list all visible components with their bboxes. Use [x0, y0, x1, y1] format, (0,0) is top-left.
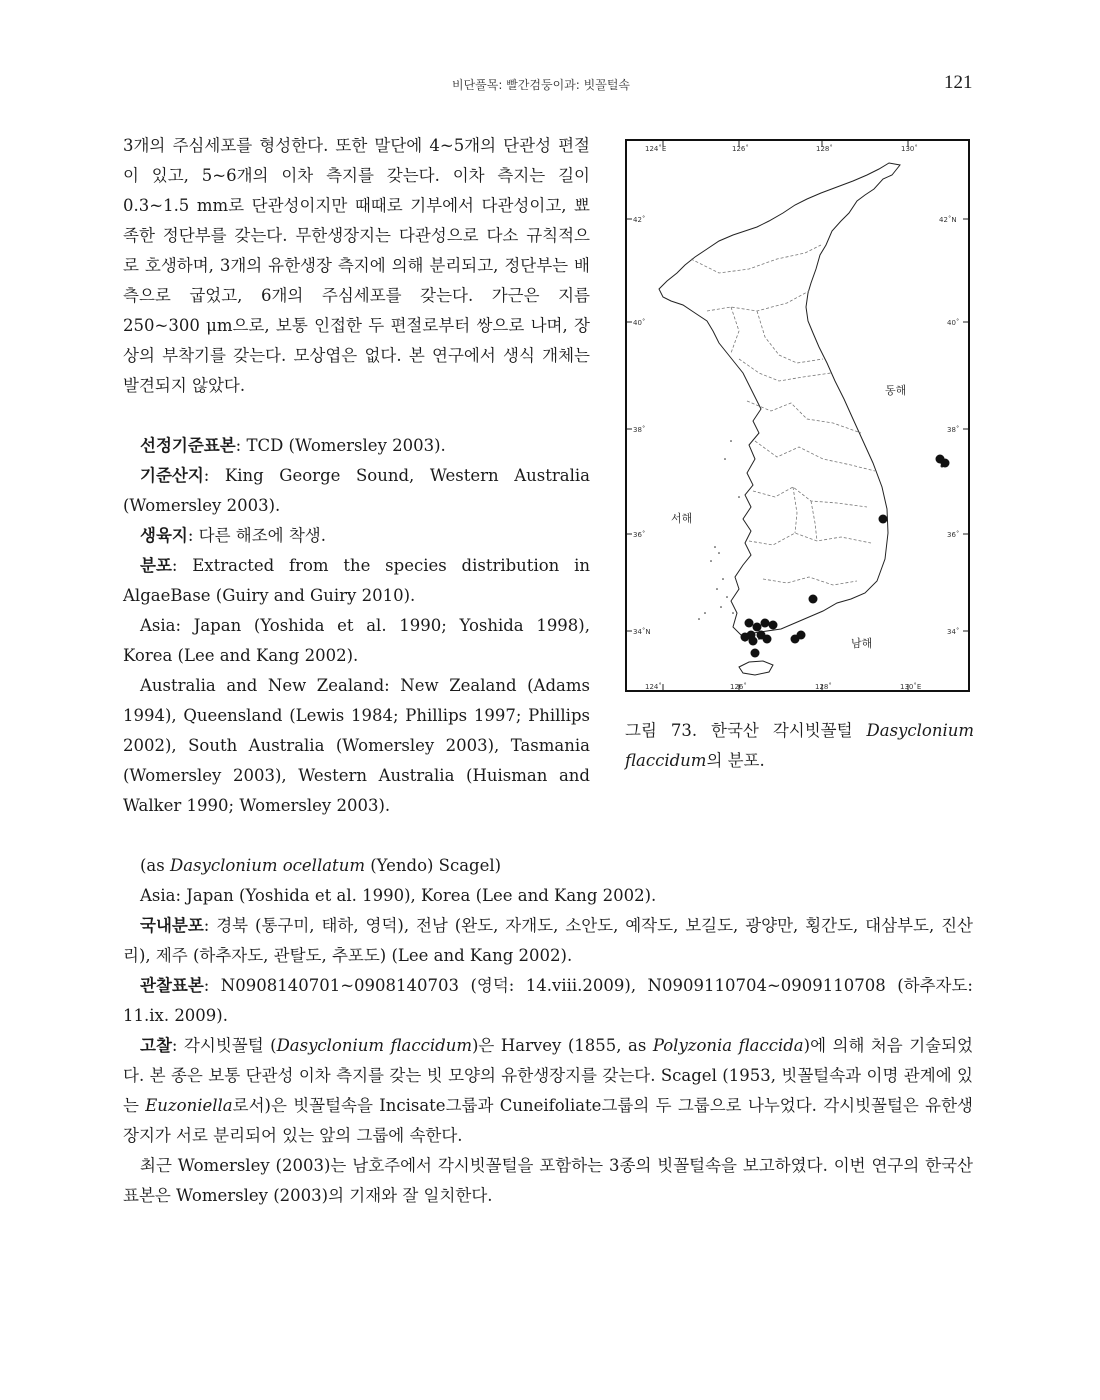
specimen-text: : N0908140701~0908140703 (영덕: 14.viii.2009), N0909110704~0909110708 (하추자도: 11.ix. 2009). [123, 976, 973, 1025]
distribution-text: : Extracted from the species distribution in AlgaeBase (Guiry and Guiry 2010). [123, 556, 590, 605]
type-specimen [123, 431, 590, 461]
right-tick-2: 40˚ [947, 319, 960, 327]
running-head: 비단풀목: 빨간검둥이과: 빗꼴털속 [452, 78, 631, 92]
caption-prefix: 그림 73. 한국산 각시빗꼴털 [625, 721, 867, 740]
type-specimen-label: 선정기준표본 [140, 436, 236, 455]
left-tick-4: 36˚ [633, 531, 646, 539]
remarks-italic-2: Polyzonia flaccida [652, 1036, 804, 1055]
remarks-text-2: )은 Harvey (1855, as [471, 1036, 653, 1055]
peninsula-outline [659, 163, 900, 635]
figure-caption [625, 716, 974, 776]
remarks-italic-1: Dasyclonium flaccidum [276, 1036, 472, 1055]
left-column [123, 131, 590, 821]
type-locality-text: : King George Sound, Western Australia (Womersley 2003). [123, 466, 590, 515]
distribution [123, 551, 590, 611]
map-ticks [627, 141, 968, 690]
synonym-prefix: (as [140, 856, 170, 875]
habitat [123, 521, 590, 551]
occurrence-points [741, 455, 950, 658]
top-tick-3: 128˚ [816, 145, 833, 153]
domestic-distribution [123, 911, 973, 971]
synonym-suffix: (Yendo) Scagel) [364, 856, 502, 875]
habitat-label: 생육지 [140, 526, 188, 545]
jeju-island [739, 661, 773, 675]
sea-label-east: 동해 [885, 384, 907, 397]
left-tick-2: 40˚ [633, 319, 646, 327]
left-tick-5: 34˚N [633, 628, 651, 636]
observed-specimens [123, 971, 973, 1031]
top-tick-2: 126˚ [732, 145, 749, 153]
remarks-text-3: )에 의해 처음 기술되었다. 본 종은 보통 단관성 이차 측지를 갖는 빗 모양의 유한생장지를 갖는다. Scagel (1953, 빗꼴털속과 이명 관계에 있는 [123, 1036, 973, 1115]
remarks-label: 고찰 [140, 1036, 172, 1055]
map-svg [627, 141, 968, 690]
right-tick-1: 42˚N [939, 216, 957, 224]
bottom-tick-1: 124˚ [645, 683, 662, 690]
sea-label-west: 서해 [671, 512, 693, 525]
right-tick-4: 36˚ [947, 531, 960, 539]
domestic-label: 국내분포 [140, 916, 204, 935]
asia-distribution: Asia: Japan (Yoshida et al. 1990; Yoshida 1998), Korea (Lee and Kang 2002). [123, 616, 590, 665]
synonym-line [123, 851, 973, 881]
sea-label-south: 남해 [851, 637, 873, 650]
top-tick-1: 124˚E [645, 145, 667, 153]
remarks [123, 1031, 973, 1151]
specimen-label: 관찰표본 [140, 976, 204, 995]
right-tick-5: 34˚ [947, 628, 960, 636]
right-tick-3: 38˚ [947, 426, 960, 434]
asia-distribution-synonym: Asia: Japan (Yoshida et al. 1990), Korea (Lee and Kang 2002). [140, 886, 657, 905]
left-tick-3: 38˚ [633, 426, 646, 434]
australia-distribution: Australia and New Zealand: New Zealand (Adams 1994), Queensland (Lewis 1984; Phillips 1997; Phillips 2002), South Australia (Womersley 2003), Tasmania (Womersley 2003), Western Australia (Huisman and Walker 1990; Womersley 2003). [123, 676, 590, 815]
synonym-species: Dasyclonium ocellatum [170, 856, 365, 875]
bottom-tick-3: 128˚ [815, 683, 832, 690]
habitat-text: : 다른 해조에 착생. [187, 526, 326, 545]
remarks-italic-3: Euzoniella [145, 1096, 233, 1115]
remarks-text-4: 로서)은 빗꼴털속을 Incisate그룹과 Cuneifoliate그룹의 두 그룹으로 나누었다. 각시빗꼴털은 유한생장지가 서로 분리되어 있는 앞의 그룹에 속한다. [123, 1096, 973, 1145]
distribution-map [625, 139, 970, 692]
distribution-label: 분포 [140, 556, 172, 575]
type-locality [123, 461, 590, 521]
top-tick-4: 130˚ [901, 145, 918, 153]
remarks-text-1: : 각시빗꼴털 ( [171, 1036, 277, 1055]
province-borders [691, 245, 875, 585]
description-paragraph: 3개의 주심세포를 형성한다. 또한 말단에 4~5개의 단관성 편절이 있고, 5~6개의 이차 측지를 갖는다. 이차 측지는 길이 0.3~1.5 mm로 단관성이지만 때때로 기부에서 다관성이고, 뾰족한 정단부를 갖는다. 무한생장지는 다관성으로 다소 규칙적으로 호생하며, 3개의 유한생장 측지에 의해 분리되고, 정단부는 배측으로 굽었고, 6개의 주심세포를 갖는다. 가근은 지름 250~300 μm으로, 보통 인접한 두 편절로부터 쌍으로 나며, 장상의 부착기를 갖는다. 모상엽은 없다. 본 연구에서 생식 개체는 발견되지 않았다. [123, 136, 590, 395]
caption-suffix: 의 분포. [706, 751, 765, 770]
left-tick-1: 42˚ [633, 216, 646, 224]
type-locality-label: 기준산지 [140, 466, 204, 485]
type-specimen-text: : TCD (Womersley 2003). [235, 436, 446, 455]
caption-species: Dasyclonium flaccidum [625, 721, 974, 770]
full-width-section [123, 851, 973, 1211]
bottom-tick-4: 130˚E [900, 683, 922, 690]
bottom-tick-2: 126˚ [730, 683, 747, 690]
domestic-text: : 경북 (통구미, 태하, 영덕), 전남 (완도, 자개도, 소안도, 예작도, 보길도, 광양만, 횡간도, 대삼부도, 진산리), 제주 (하추자도, 관탈도, 추포도) (Lee and Kang 2002). [123, 916, 973, 965]
page-number: 121 [944, 72, 973, 93]
final-paragraph: 최근 Womersley (2003)는 남호주에서 각시빗꼴털을 포함하는 3종의 빗꼴털속을 보고하였다. 이번 연구의 한국산 표본은 Womersley (2003)의 기재와 잘 일치한다. [123, 1156, 973, 1205]
